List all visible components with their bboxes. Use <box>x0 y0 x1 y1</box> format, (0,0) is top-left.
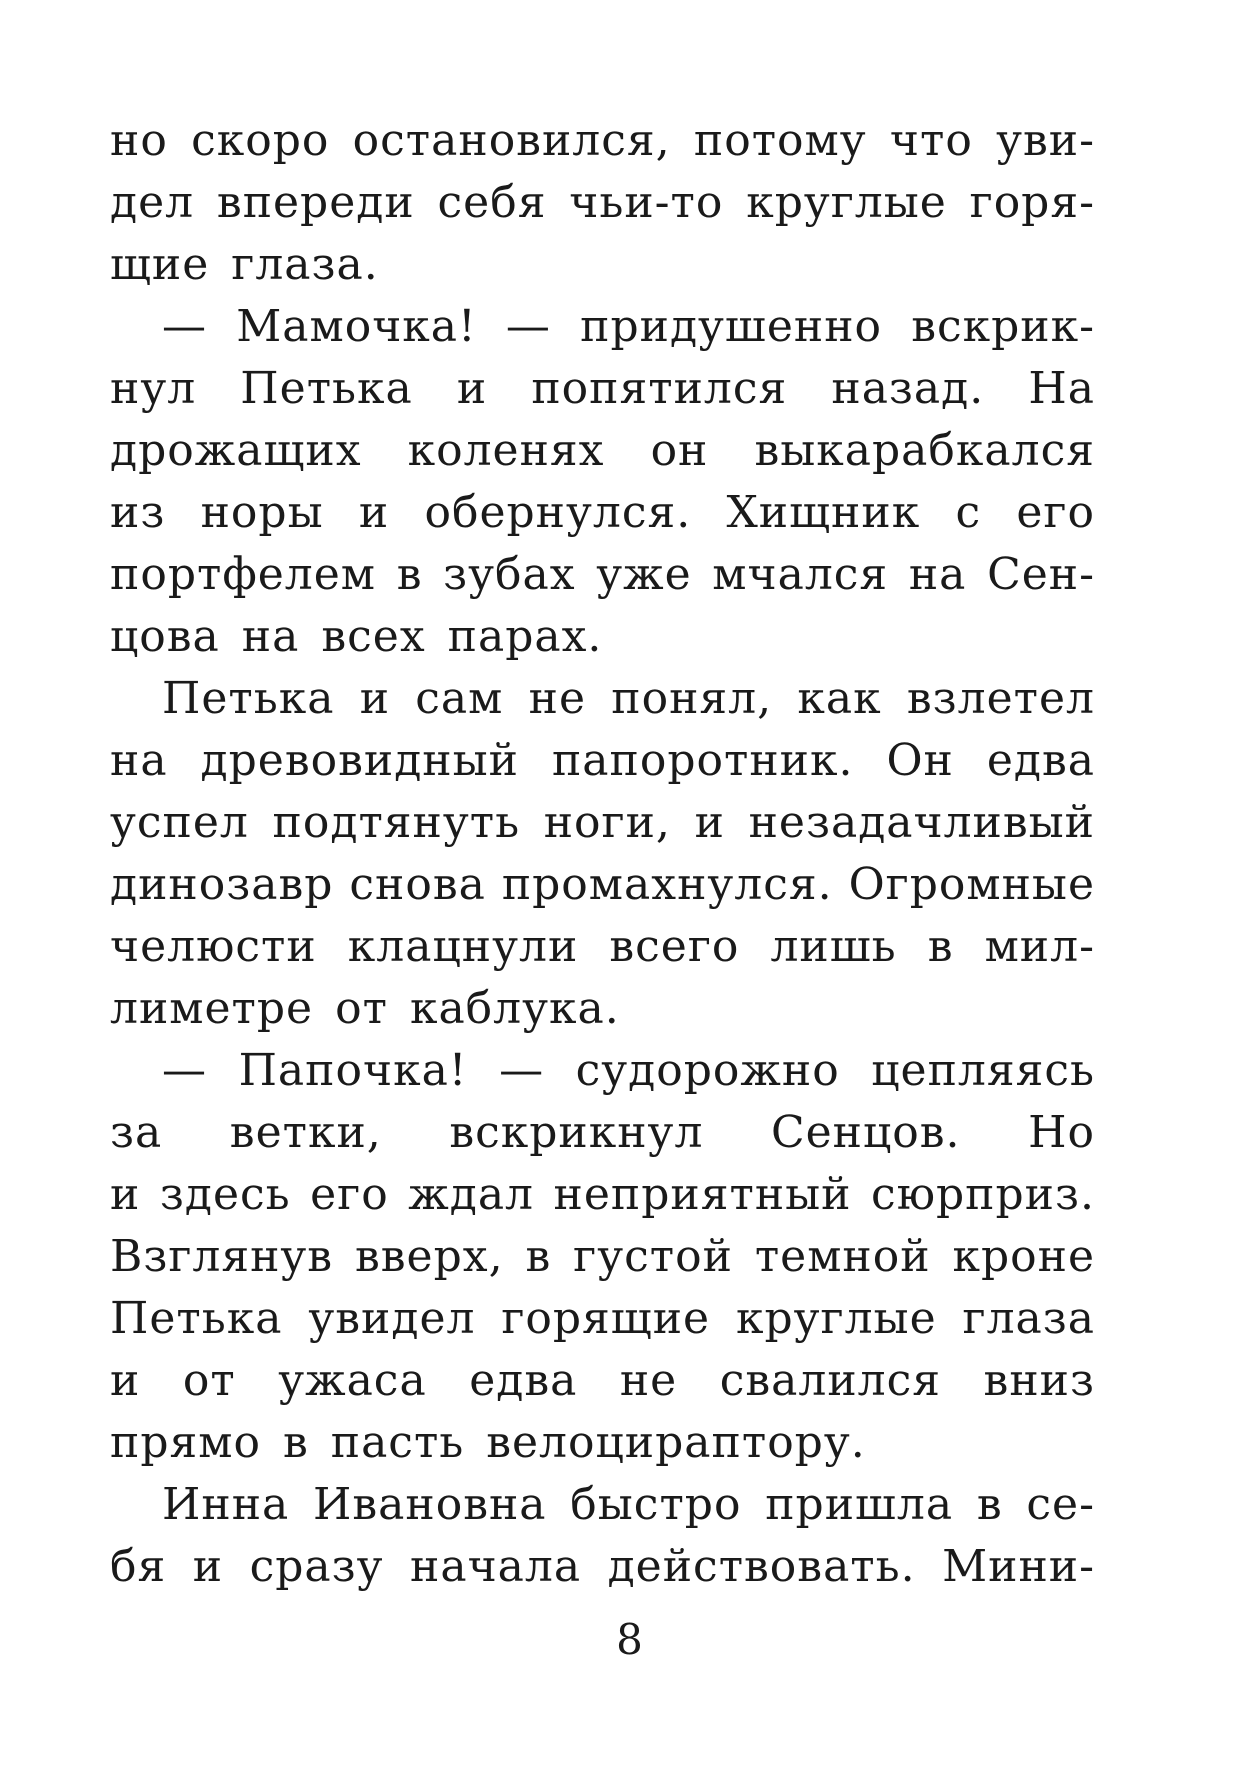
word: Петька <box>110 1293 283 1344</box>
word: папоротник. <box>551 735 854 786</box>
word: его <box>1016 487 1095 538</box>
word: и <box>358 487 390 538</box>
word: Мамочка! <box>236 301 477 352</box>
word: из <box>110 487 166 538</box>
word: его <box>310 1169 389 1220</box>
word: едва <box>469 1355 578 1406</box>
word: чьи-то <box>569 177 724 228</box>
text-line <box>110 1412 1095 1474</box>
word: вверх, <box>355 1231 504 1282</box>
word: горящие <box>501 1293 711 1344</box>
body-text <box>110 110 1095 1598</box>
word: На <box>1028 363 1095 414</box>
word: Папочка! <box>238 1045 468 1096</box>
word: подтянуть <box>272 797 521 848</box>
word: начала <box>410 1541 582 1592</box>
word: каблука. <box>409 983 620 1034</box>
word: цепляясь <box>871 1045 1095 1096</box>
text-line <box>110 1536 1095 1598</box>
word: и <box>110 1169 141 1220</box>
word: пришла <box>765 1479 954 1530</box>
word: и <box>110 1355 141 1406</box>
word: от <box>182 1355 236 1406</box>
word: Мини- <box>942 1541 1095 1592</box>
text-line <box>110 1350 1095 1412</box>
word: сам <box>415 673 504 724</box>
word: скоро <box>191 115 330 166</box>
word: парах. <box>447 611 603 662</box>
text-line <box>110 172 1095 234</box>
text-line <box>110 482 1095 544</box>
word: ноги, <box>543 797 671 848</box>
word: ветки, <box>229 1107 382 1158</box>
word: цова <box>110 611 220 662</box>
word: древовидный <box>200 735 519 786</box>
word: как <box>797 673 882 724</box>
word: Огромные <box>848 859 1095 910</box>
word: всех <box>321 611 426 662</box>
word: лишь <box>770 921 897 972</box>
word: с <box>955 487 982 538</box>
word: вниз <box>983 1355 1095 1406</box>
word: Петька <box>162 673 335 724</box>
text-line <box>110 234 1095 296</box>
word: сразу <box>249 1541 384 1592</box>
word: круглые <box>746 177 947 228</box>
word: остановился, <box>352 115 671 166</box>
word: — <box>162 1045 207 1096</box>
word: сюрприз. <box>871 1169 1095 1220</box>
word: мчался <box>712 549 889 600</box>
word: ужаса <box>278 1355 427 1406</box>
word: свалился <box>719 1355 942 1406</box>
text-line <box>110 296 1095 358</box>
word: понял, <box>611 673 773 724</box>
word: Петька <box>240 363 413 414</box>
text-line <box>110 730 1095 792</box>
word: в <box>282 1417 309 1468</box>
word: в <box>976 1479 1003 1530</box>
word: выкарабкался <box>754 425 1095 476</box>
word: густой <box>573 1231 733 1282</box>
text-line <box>110 792 1095 854</box>
word: Инна <box>162 1479 290 1530</box>
text-line <box>110 110 1095 172</box>
word: велоцираптору. <box>486 1417 866 1468</box>
word: судорожно <box>575 1045 840 1096</box>
word: от <box>335 983 388 1034</box>
word: вскрик- <box>911 301 1095 352</box>
word: успел <box>110 797 249 848</box>
word: дел <box>110 177 195 228</box>
word: Ивановна <box>313 1479 547 1530</box>
word: не <box>528 673 587 724</box>
word: Хищник <box>726 487 921 538</box>
word: что <box>889 115 973 166</box>
word: себя <box>437 177 547 228</box>
word: вскрикнул <box>449 1107 704 1158</box>
word: попятился <box>531 363 788 414</box>
word: и <box>359 673 391 724</box>
word: пасть <box>330 1417 465 1468</box>
word: но <box>110 115 168 166</box>
word: на <box>110 735 168 786</box>
text-line <box>110 358 1095 420</box>
word: темной <box>754 1231 931 1282</box>
word: всего <box>609 921 740 972</box>
text-line <box>110 668 1095 730</box>
word: незадачливый <box>748 797 1095 848</box>
word: впереди <box>216 177 415 228</box>
word: назад. <box>831 363 985 414</box>
word: бя <box>110 1541 167 1592</box>
word: и <box>456 363 488 414</box>
word: в <box>927 921 954 972</box>
word: обернулся. <box>424 487 692 538</box>
word: челюсти <box>110 921 317 972</box>
word: портфелем <box>110 549 377 600</box>
text-line <box>110 1164 1095 1226</box>
text-line <box>110 420 1095 482</box>
word: придушенно <box>580 301 883 352</box>
word: уви- <box>996 115 1095 166</box>
word: ждал <box>408 1169 535 1220</box>
word: — <box>162 301 207 352</box>
word: Он <box>886 735 954 786</box>
text-line <box>110 1040 1095 1102</box>
text-line <box>110 1288 1095 1350</box>
word: Взглянув <box>110 1231 334 1282</box>
word: нул <box>110 363 197 414</box>
word: глаза. <box>231 239 379 290</box>
word: круглые <box>736 1293 937 1344</box>
word: едва <box>986 735 1095 786</box>
text-line <box>110 1102 1095 1164</box>
word: он <box>650 425 709 476</box>
text-line <box>110 1474 1095 1536</box>
word: горя- <box>969 177 1095 228</box>
word: Сен- <box>987 549 1095 600</box>
word: динозавр <box>110 859 334 910</box>
word: потому <box>693 115 867 166</box>
word: лиметре <box>110 983 314 1034</box>
word: промахнулся. <box>501 859 833 910</box>
text-line <box>110 916 1095 978</box>
word: глаза <box>962 1293 1095 1344</box>
word: се- <box>1026 1479 1095 1530</box>
word: не <box>619 1355 678 1406</box>
word: здесь <box>159 1169 291 1220</box>
word: коленях <box>407 425 605 476</box>
word: неприятный <box>553 1169 852 1220</box>
word: за <box>110 1107 163 1158</box>
word: на <box>908 549 967 600</box>
word: снова <box>349 859 486 910</box>
word: Но <box>1028 1107 1095 1158</box>
word: норы <box>200 487 324 538</box>
word: клацнули <box>347 921 579 972</box>
word: увидел <box>308 1293 476 1344</box>
word: в <box>525 1231 552 1282</box>
word: кроне <box>952 1231 1095 1282</box>
word: быстро <box>570 1479 742 1530</box>
text-line <box>110 606 1095 668</box>
text-line <box>110 1226 1095 1288</box>
word: на <box>241 611 300 662</box>
text-line <box>110 544 1095 606</box>
word: и <box>192 1541 224 1592</box>
page-number: 8 <box>616 1615 643 1664</box>
word: в <box>396 549 423 600</box>
word: дрожащих <box>110 425 362 476</box>
word: — <box>505 301 551 352</box>
word: — <box>499 1045 545 1096</box>
word: действовать. <box>607 1541 916 1592</box>
word: мил- <box>984 921 1095 972</box>
word: взлетел <box>906 673 1095 724</box>
word: зубах <box>443 549 576 600</box>
text-line <box>110 854 1095 916</box>
word: прямо <box>110 1417 261 1468</box>
word: уже <box>596 549 692 600</box>
text-line <box>110 978 1095 1040</box>
word: и <box>694 797 725 848</box>
word: щие <box>110 239 210 290</box>
word: Сенцов. <box>770 1107 961 1158</box>
